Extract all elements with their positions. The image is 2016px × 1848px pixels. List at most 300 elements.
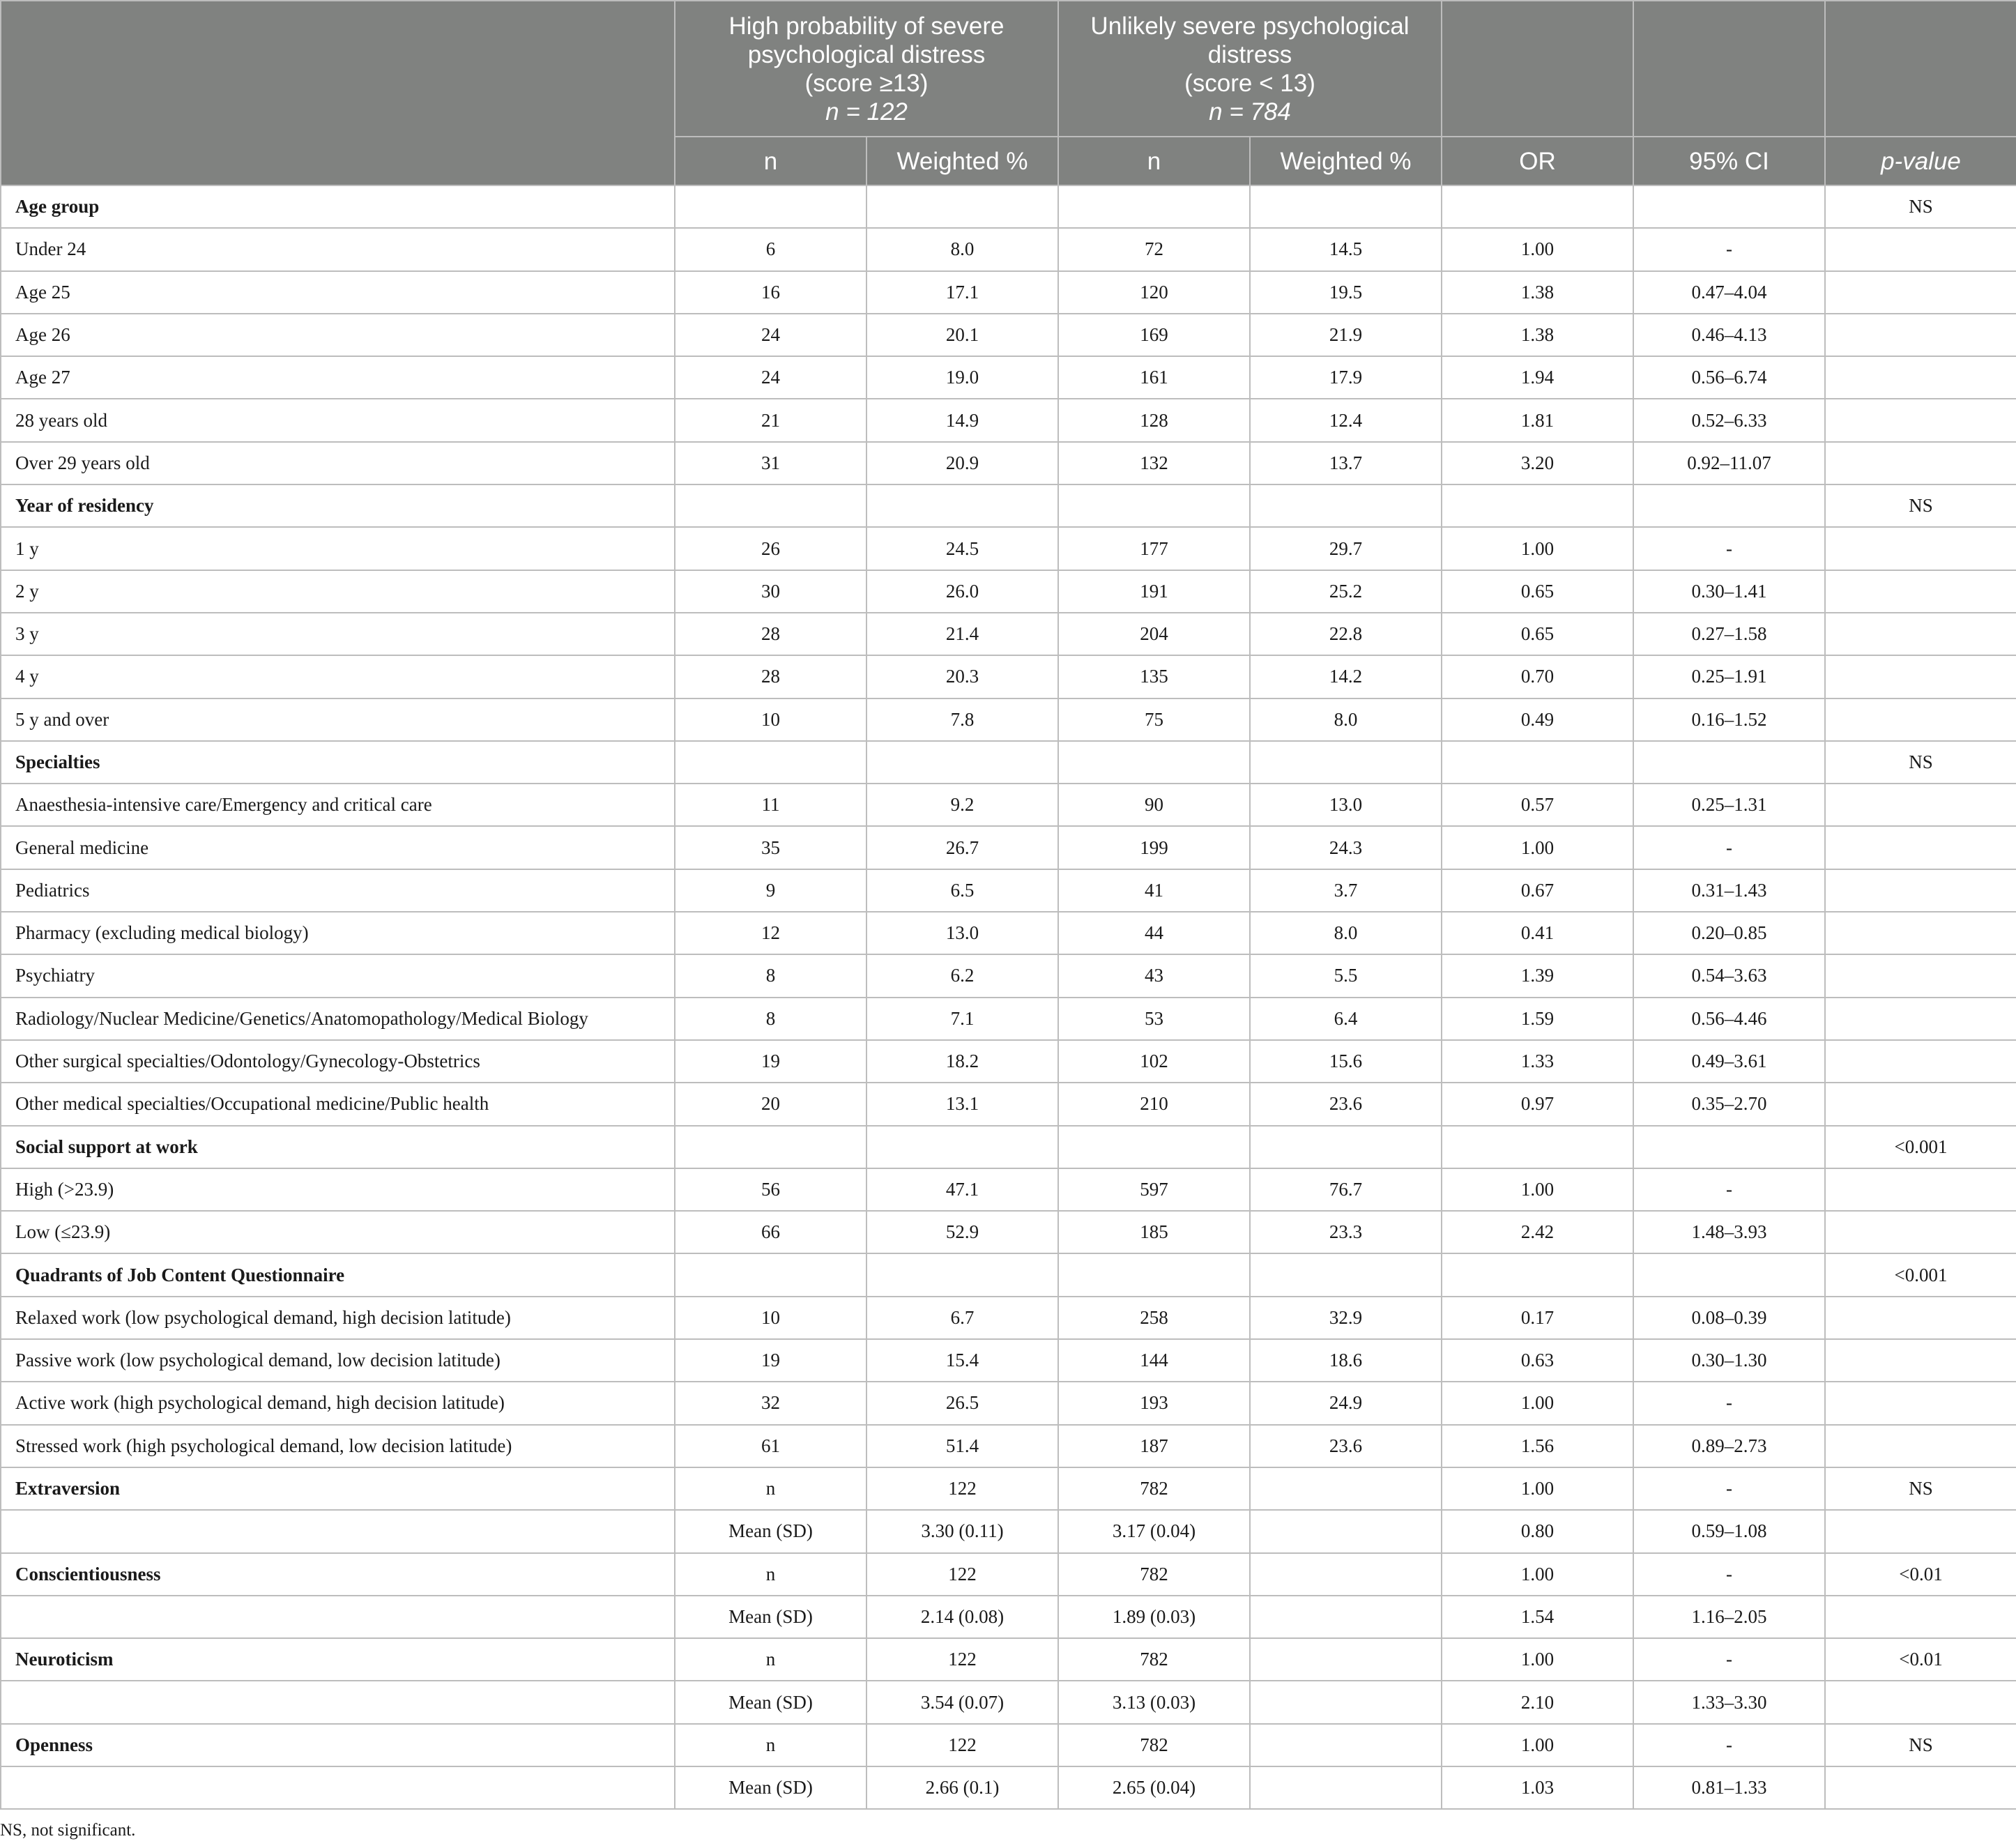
- cell-n-unlikely: 135: [1058, 655, 1250, 698]
- cell-pct-unlikely: 8.0: [1250, 912, 1442, 954]
- col-header-weighted-pct: Weighted %: [1250, 137, 1442, 185]
- cell-pct-unlikely: 6.4: [1250, 998, 1442, 1040]
- cell-or: [1442, 185, 1633, 228]
- cell-pct-high: 13.0: [866, 912, 1058, 954]
- cell-ci: 0.30–1.30: [1633, 1339, 1825, 1382]
- section-label: Quadrants of Job Content Questionnaire: [1, 1253, 675, 1296]
- cell-pct-high: 6.2: [866, 954, 1058, 997]
- section-label: Specialties: [1, 741, 675, 784]
- cell-ci: -: [1633, 1553, 1825, 1596]
- col-header-weighted-pct: Weighted %: [866, 137, 1058, 185]
- cell-pct-high: 21.4: [866, 613, 1058, 655]
- cell-n-high: 32: [675, 1382, 866, 1424]
- cell-pct-unlikely: 18.6: [1250, 1339, 1442, 1382]
- cell-pct-high: 20.9: [866, 442, 1058, 484]
- cell-ci: 0.47–4.04: [1633, 271, 1825, 314]
- cell-p-value: [1825, 869, 2016, 912]
- header-line: n = 784: [1209, 98, 1291, 125]
- cell-or: 1.00: [1442, 228, 1633, 270]
- cell-p-value: [1825, 1040, 2016, 1083]
- row-label: 3 y: [1, 613, 675, 655]
- table-row: [1, 1596, 2016, 1638]
- cell-or: 0.80: [1442, 1510, 1633, 1552]
- cell-n-unlikely: 782: [1058, 1553, 1250, 1596]
- cell-pct-high: 122: [866, 1467, 1058, 1510]
- cell-n-unlikely: 210: [1058, 1083, 1250, 1125]
- table-row: [1, 442, 2016, 484]
- row-label: [1, 1681, 675, 1723]
- cell-pct-unlikely: 25.2: [1250, 570, 1442, 613]
- table-row: [1, 1339, 2016, 1382]
- cell-ci: 0.31–1.43: [1633, 869, 1825, 912]
- cell-or: 1.00: [1442, 1638, 1633, 1681]
- cell-or: 2.42: [1442, 1211, 1633, 1253]
- cell-pct-high: 19.0: [866, 356, 1058, 399]
- cell-p-value: [1825, 228, 2016, 270]
- col-header-or: OR: [1442, 137, 1633, 185]
- cell-ci: 0.25–1.31: [1633, 784, 1825, 826]
- cell-n-unlikely: 72: [1058, 228, 1250, 270]
- table-row: [1, 1425, 2016, 1467]
- row-label: 4 y: [1, 655, 675, 698]
- cell-ci: [1633, 185, 1825, 228]
- cell-or: 0.70: [1442, 655, 1633, 698]
- header-high-distress-group: [675, 1, 1058, 137]
- section-row: [1, 484, 2016, 527]
- cell-p-value: [1825, 1510, 2016, 1552]
- cell-or: 1.56: [1442, 1425, 1633, 1467]
- cell-or: 0.63: [1442, 1339, 1633, 1382]
- cell-pct-high: 47.1: [866, 1168, 1058, 1211]
- header-blank-cell: [1, 1, 675, 185]
- cell-pct-unlikely: 76.7: [1250, 1168, 1442, 1211]
- row-label: Other medical specialties/Occupational medicine/Public health: [1, 1083, 675, 1125]
- cell-n-unlikely: 44: [1058, 912, 1250, 954]
- row-label: 5 y and over: [1, 698, 675, 741]
- cell-pct-unlikely: 13.7: [1250, 442, 1442, 484]
- cell-pct-unlikely: [1250, 185, 1442, 228]
- table-row: [1, 1297, 2016, 1339]
- cell-pct-high: 17.1: [866, 271, 1058, 314]
- cell-pct-high: 14.9: [866, 399, 1058, 441]
- row-label: [1, 1510, 675, 1552]
- cell-ci: 0.16–1.52: [1633, 698, 1825, 741]
- cell-or: [1442, 1253, 1633, 1296]
- cell-p-value: NS: [1825, 741, 2016, 784]
- row-label: Low (≤23.9): [1, 1211, 675, 1253]
- table-row: [1, 570, 2016, 613]
- section-label: Age group: [1, 185, 675, 228]
- cell-n-unlikely: 102: [1058, 1040, 1250, 1083]
- cell-pct-unlikely: 3.7: [1250, 869, 1442, 912]
- cell-pct-unlikely: [1250, 741, 1442, 784]
- cell-pct-unlikely: 23.6: [1250, 1425, 1442, 1467]
- cell-ci: 0.30–1.41: [1633, 570, 1825, 613]
- cell-n-high: 26: [675, 527, 866, 570]
- cell-n-unlikely: [1058, 484, 1250, 527]
- cell-or: [1442, 484, 1633, 527]
- section-row: [1, 1553, 2016, 1596]
- cell-n-unlikely: 3.13 (0.03): [1058, 1681, 1250, 1723]
- cell-p-value: [1825, 1425, 2016, 1467]
- cell-n-high: 61: [675, 1425, 866, 1467]
- cell-pct-unlikely: 14.2: [1250, 655, 1442, 698]
- cell-pct-unlikely: 17.9: [1250, 356, 1442, 399]
- cell-pct-high: 8.0: [866, 228, 1058, 270]
- cell-ci: -: [1633, 1638, 1825, 1681]
- header-line: n = 122: [825, 98, 908, 125]
- cell-n-unlikely: 75: [1058, 698, 1250, 741]
- table-row: [1, 869, 2016, 912]
- cell-pct-high: 6.5: [866, 869, 1058, 912]
- section-label: Neuroticism: [1, 1638, 675, 1681]
- cell-n-high: 16: [675, 271, 866, 314]
- cell-ci: [1633, 1126, 1825, 1168]
- cell-ci: 0.56–6.74: [1633, 356, 1825, 399]
- cell-n-high: 19: [675, 1339, 866, 1382]
- table-row: [1, 912, 2016, 954]
- header-line: (score ≥13): [804, 69, 929, 97]
- cell-ci: -: [1633, 1467, 1825, 1510]
- cell-or: 0.41: [1442, 912, 1633, 954]
- cell-n-high: [675, 1253, 866, 1296]
- table-row: [1, 1083, 2016, 1125]
- cell-p-value: [1825, 570, 2016, 613]
- cell-n-unlikely: 90: [1058, 784, 1250, 826]
- section-label: Conscientiousness: [1, 1553, 675, 1596]
- cell-pct-unlikely: 5.5: [1250, 954, 1442, 997]
- cell-ci: 0.81–1.33: [1633, 1766, 1825, 1809]
- table-row: [1, 1168, 2016, 1211]
- cell-n-unlikely: 1.89 (0.03): [1058, 1596, 1250, 1638]
- row-label: 2 y: [1, 570, 675, 613]
- header-empty-cell: [1633, 1, 1825, 137]
- cell-p-value: [1825, 1766, 2016, 1809]
- row-label: Active work (high psychological demand, high decision latitude): [1, 1382, 675, 1424]
- cell-n-high: 28: [675, 655, 866, 698]
- cell-p-value: NS: [1825, 1724, 2016, 1766]
- cell-or: 1.38: [1442, 314, 1633, 356]
- cell-n-high: [675, 741, 866, 784]
- cell-ci: 0.27–1.58: [1633, 613, 1825, 655]
- table-row: [1, 1382, 2016, 1424]
- table-row: [1, 1510, 2016, 1552]
- table-row: [1, 314, 2016, 356]
- row-label: Over 29 years old: [1, 442, 675, 484]
- cell-n-unlikely: 120: [1058, 271, 1250, 314]
- cell-pct-high: 6.7: [866, 1297, 1058, 1339]
- cell-n-unlikely: 597: [1058, 1168, 1250, 1211]
- table-row: [1, 698, 2016, 741]
- table-row: [1, 1766, 2016, 1809]
- cell-or: 0.67: [1442, 869, 1633, 912]
- cell-p-value: [1825, 954, 2016, 997]
- row-label: 28 years old: [1, 399, 675, 441]
- table-row: [1, 826, 2016, 869]
- cell-pct-unlikely: [1250, 1638, 1442, 1681]
- cell-p-value: [1825, 1339, 2016, 1382]
- cell-n-high: 11: [675, 784, 866, 826]
- row-label: Pharmacy (excluding medical biology): [1, 912, 675, 954]
- cell-or: 0.17: [1442, 1297, 1633, 1339]
- cell-pct-unlikely: 8.0: [1250, 698, 1442, 741]
- cell-pct-high: 51.4: [866, 1425, 1058, 1467]
- cell-p-value: [1825, 826, 2016, 869]
- cell-pct-unlikely: 22.8: [1250, 613, 1442, 655]
- cell-p-value: [1825, 271, 2016, 314]
- cell-pct-high: 7.1: [866, 998, 1058, 1040]
- cell-n-high: Mean (SD): [675, 1766, 866, 1809]
- cell-n-high: 10: [675, 1297, 866, 1339]
- section-row: [1, 741, 2016, 784]
- cell-n-high: n: [675, 1638, 866, 1681]
- cell-n-unlikely: 199: [1058, 826, 1250, 869]
- cell-ci: -: [1633, 1382, 1825, 1424]
- cell-n-high: 10: [675, 698, 866, 741]
- cell-n-unlikely: 204: [1058, 613, 1250, 655]
- cell-or: 1.81: [1442, 399, 1633, 441]
- cell-pct-unlikely: [1250, 1766, 1442, 1809]
- cell-p-value: <0.001: [1825, 1126, 2016, 1168]
- cell-p-value: [1825, 1168, 2016, 1211]
- cell-n-high: 24: [675, 356, 866, 399]
- cell-n-high: 8: [675, 998, 866, 1040]
- cell-or: 1.54: [1442, 1596, 1633, 1638]
- cell-ci: 0.35–2.70: [1633, 1083, 1825, 1125]
- row-label: [1, 1766, 675, 1809]
- cell-pct-unlikely: [1250, 1510, 1442, 1552]
- header-line: High probability of severe: [728, 12, 1005, 40]
- cell-ci: [1633, 741, 1825, 784]
- cell-or: [1442, 741, 1633, 784]
- cell-ci: -: [1633, 1168, 1825, 1211]
- cell-pct-high: [866, 741, 1058, 784]
- cell-p-value: [1825, 784, 2016, 826]
- col-header-n: n: [675, 137, 866, 185]
- cell-n-unlikely: 185: [1058, 1211, 1250, 1253]
- cell-or: 1.00: [1442, 1467, 1633, 1510]
- table-row: [1, 527, 2016, 570]
- cell-ci: 0.59–1.08: [1633, 1510, 1825, 1552]
- cell-pct-unlikely: 15.6: [1250, 1040, 1442, 1083]
- cell-or: [1442, 1126, 1633, 1168]
- table-row: [1, 655, 2016, 698]
- cell-pct-unlikely: [1250, 1467, 1442, 1510]
- row-label: General medicine: [1, 826, 675, 869]
- cell-n-high: Mean (SD): [675, 1596, 866, 1638]
- cell-ci: -: [1633, 527, 1825, 570]
- row-label: High (>23.9): [1, 1168, 675, 1211]
- cell-n-unlikely: 161: [1058, 356, 1250, 399]
- section-row: [1, 1126, 2016, 1168]
- cell-n-unlikely: 53: [1058, 998, 1250, 1040]
- cell-n-unlikely: 782: [1058, 1467, 1250, 1510]
- row-label: Other surgical specialties/Odontology/Gynecology-Obstetrics: [1, 1040, 675, 1083]
- cell-or: 3.20: [1442, 442, 1633, 484]
- table-row: [1, 399, 2016, 441]
- cell-ci: [1633, 484, 1825, 527]
- cell-n-high: 24: [675, 314, 866, 356]
- table-row: [1, 613, 2016, 655]
- cell-ci: 0.25–1.91: [1633, 655, 1825, 698]
- header-line: (score < 13): [1184, 69, 1315, 97]
- cell-pct-high: [866, 1253, 1058, 1296]
- cell-ci: -: [1633, 228, 1825, 270]
- cell-p-value: <0.01: [1825, 1638, 2016, 1681]
- cell-or: 1.00: [1442, 1553, 1633, 1596]
- cell-p-value: [1825, 698, 2016, 741]
- cell-or: 1.00: [1442, 826, 1633, 869]
- cell-pct-high: 13.1: [866, 1083, 1058, 1125]
- cell-pct-unlikely: 24.3: [1250, 826, 1442, 869]
- cell-n-high: Mean (SD): [675, 1510, 866, 1552]
- cell-p-value: [1825, 655, 2016, 698]
- cell-pct-high: [866, 484, 1058, 527]
- cell-p-value: [1825, 314, 2016, 356]
- cell-ci: 0.92–11.07: [1633, 442, 1825, 484]
- table-row: [1, 784, 2016, 826]
- cell-pct-high: 122: [866, 1553, 1058, 1596]
- cell-p-value: NS: [1825, 185, 2016, 228]
- cell-pct-high: [866, 185, 1058, 228]
- cell-p-value: [1825, 356, 2016, 399]
- cell-pct-high: 3.30 (0.11): [866, 1510, 1058, 1552]
- cell-pct-high: 52.9: [866, 1211, 1058, 1253]
- section-row: [1, 1467, 2016, 1510]
- cell-p-value: [1825, 1211, 2016, 1253]
- cell-n-high: 20: [675, 1083, 866, 1125]
- header-line: Unlikely severe psychological: [1090, 12, 1410, 40]
- cell-n-high: [675, 484, 866, 527]
- row-label: Pediatrics: [1, 869, 675, 912]
- cell-n-high: [675, 1126, 866, 1168]
- cell-n-unlikely: 782: [1058, 1638, 1250, 1681]
- cell-or: 1.39: [1442, 954, 1633, 997]
- cell-pct-unlikely: [1250, 484, 1442, 527]
- cell-or: 0.49: [1442, 698, 1633, 741]
- row-label: Stressed work (high psychological demand, low decision latitude): [1, 1425, 675, 1467]
- cell-pct-unlikely: [1250, 1126, 1442, 1168]
- cell-p-value: [1825, 442, 2016, 484]
- table-row: [1, 228, 2016, 270]
- cell-n-unlikely: [1058, 185, 1250, 228]
- cell-or: 0.65: [1442, 570, 1633, 613]
- cell-pct-unlikely: [1250, 1681, 1442, 1723]
- cell-n-high: 56: [675, 1168, 866, 1211]
- table-row: [1, 1681, 2016, 1723]
- cell-pct-unlikely: [1250, 1553, 1442, 1596]
- row-label: Under 24: [1, 228, 675, 270]
- cell-n-unlikely: 782: [1058, 1724, 1250, 1766]
- table-row: [1, 1211, 2016, 1253]
- cell-or: 0.57: [1442, 784, 1633, 826]
- cell-pct-high: 20.1: [866, 314, 1058, 356]
- cell-pct-unlikely: [1250, 1596, 1442, 1638]
- cell-n-unlikely: 43: [1058, 954, 1250, 997]
- cell-or: 1.59: [1442, 998, 1633, 1040]
- cell-p-value: NS: [1825, 1467, 2016, 1510]
- cell-pct-high: 122: [866, 1724, 1058, 1766]
- cell-or: 1.03: [1442, 1766, 1633, 1809]
- row-label: Age 25: [1, 271, 675, 314]
- cell-p-value: [1825, 1382, 2016, 1424]
- cell-ci: 0.56–4.46: [1633, 998, 1825, 1040]
- section-label: Openness: [1, 1724, 675, 1766]
- cell-pct-high: 20.3: [866, 655, 1058, 698]
- cell-n-unlikely: 193: [1058, 1382, 1250, 1424]
- section-row: [1, 185, 2016, 228]
- cell-n-high: 6: [675, 228, 866, 270]
- cell-n-unlikely: 41: [1058, 869, 1250, 912]
- cell-n-unlikely: 258: [1058, 1297, 1250, 1339]
- cell-n-unlikely: 132: [1058, 442, 1250, 484]
- cell-or: 1.00: [1442, 1724, 1633, 1766]
- cell-n-unlikely: [1058, 1126, 1250, 1168]
- cell-pct-unlikely: 21.9: [1250, 314, 1442, 356]
- cell-p-value: [1825, 1083, 2016, 1125]
- header-unlikely-distress-group: [1058, 1, 1442, 137]
- cell-p-value: [1825, 1681, 2016, 1723]
- cell-p-value: [1825, 998, 2016, 1040]
- cell-n-high: 8: [675, 954, 866, 997]
- section-row: [1, 1638, 2016, 1681]
- row-label: Age 26: [1, 314, 675, 356]
- row-label: Psychiatry: [1, 954, 675, 997]
- table-row: [1, 954, 2016, 997]
- cell-p-value: <0.01: [1825, 1553, 2016, 1596]
- cell-p-value: NS: [1825, 484, 2016, 527]
- cell-n-unlikely: [1058, 741, 1250, 784]
- cell-p-value: [1825, 912, 2016, 954]
- cell-pct-unlikely: 14.5: [1250, 228, 1442, 270]
- cell-ci: 0.52–6.33: [1633, 399, 1825, 441]
- cell-p-value: [1825, 399, 2016, 441]
- table-row: [1, 998, 2016, 1040]
- cell-n-high: n: [675, 1467, 866, 1510]
- cell-ci: 1.16–2.05: [1633, 1596, 1825, 1638]
- cell-ci: -: [1633, 1724, 1825, 1766]
- cell-p-value: <0.001: [1825, 1253, 2016, 1296]
- cell-n-unlikely: 169: [1058, 314, 1250, 356]
- row-label: [1, 1596, 675, 1638]
- cell-ci: 0.89–2.73: [1633, 1425, 1825, 1467]
- cell-n-unlikely: 191: [1058, 570, 1250, 613]
- cell-pct-high: 18.2: [866, 1040, 1058, 1083]
- table-row: [1, 271, 2016, 314]
- cell-n-unlikely: 144: [1058, 1339, 1250, 1382]
- cell-n-unlikely: 2.65 (0.04): [1058, 1766, 1250, 1809]
- cell-ci: 0.49–3.61: [1633, 1040, 1825, 1083]
- cell-or: 0.97: [1442, 1083, 1633, 1125]
- cell-pct-high: 15.4: [866, 1339, 1058, 1382]
- table-row: [1, 1040, 2016, 1083]
- row-label: Passive work (low psychological demand, low decision latitude): [1, 1339, 675, 1382]
- cell-p-value: [1825, 1596, 2016, 1638]
- cell-n-high: 66: [675, 1211, 866, 1253]
- cell-or: 1.33: [1442, 1040, 1633, 1083]
- cell-pct-high: 26.0: [866, 570, 1058, 613]
- cell-or: 1.00: [1442, 527, 1633, 570]
- cell-ci: [1633, 1253, 1825, 1296]
- cell-or: 1.00: [1442, 1168, 1633, 1211]
- header-empty-cell: [1442, 1, 1633, 137]
- section-row: [1, 1253, 2016, 1296]
- cell-n-high: n: [675, 1553, 866, 1596]
- cell-pct-unlikely: 23.6: [1250, 1083, 1442, 1125]
- cell-pct-high: [866, 1126, 1058, 1168]
- cell-pct-unlikely: 24.9: [1250, 1382, 1442, 1424]
- header-empty-cell: [1825, 1, 2016, 137]
